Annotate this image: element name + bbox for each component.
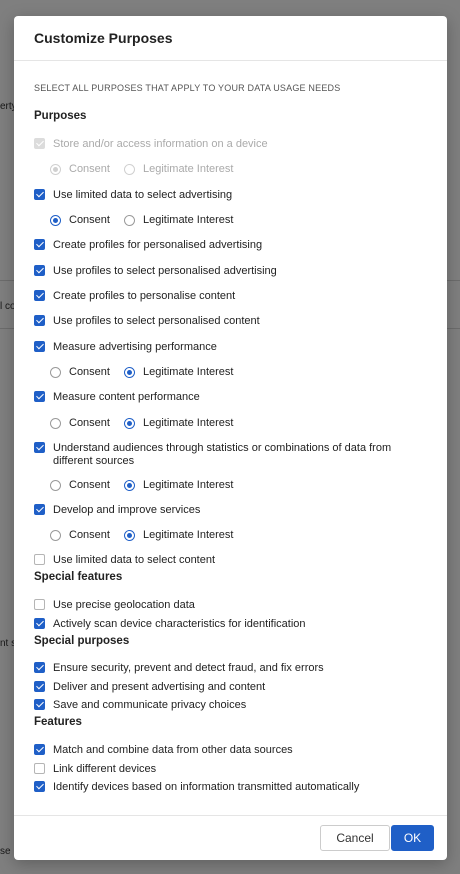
purpose-checkbox[interactable]	[34, 239, 45, 250]
legitimate-interest-option[interactable]	[124, 529, 234, 541]
purpose-checkbox[interactable]	[34, 189, 45, 200]
feature-row[interactable]	[34, 781, 418, 794]
legitimate-interest-label[interactable]: Legitimate Interest	[142, 366, 234, 378]
legal-basis-group	[50, 529, 247, 541]
consent-label[interactable]: Consent	[69, 479, 110, 491]
consent-option[interactable]	[50, 417, 110, 429]
purpose-label[interactable]: Use limited data to select content	[53, 554, 216, 566]
dialog-footer	[14, 815, 447, 860]
legal-basis-group	[50, 417, 247, 429]
legitimate-interest-option[interactable]	[124, 479, 234, 491]
legal-basis-group	[50, 214, 247, 226]
special-purpose-row[interactable]	[34, 699, 418, 712]
special-feature-row[interactable]	[34, 599, 418, 612]
feature-row[interactable]	[34, 744, 418, 757]
special-feature-checkbox[interactable]	[34, 599, 45, 610]
purpose-row[interactable]	[34, 341, 418, 354]
purpose-row[interactable]	[34, 290, 418, 303]
feature-checkbox[interactable]	[34, 781, 45, 792]
legitimate-interest-option[interactable]	[124, 417, 234, 429]
purpose-row[interactable]	[34, 554, 418, 567]
consent-radio[interactable]	[50, 215, 61, 226]
legitimate-interest-radio[interactable]	[124, 215, 135, 226]
purpose-checkbox[interactable]	[34, 391, 45, 402]
special-purpose-checkbox[interactable]	[34, 699, 45, 710]
purpose-row[interactable]	[34, 239, 418, 252]
purpose-checkbox[interactable]	[34, 504, 45, 515]
section-title-purposes: Purposes	[34, 110, 87, 122]
consent-label[interactable]: Consent	[69, 529, 110, 541]
consent-option[interactable]	[50, 479, 110, 491]
section-title-features: Features	[34, 716, 82, 728]
consent-label: Consent	[69, 163, 110, 175]
cancel-button[interactable]: Cancel	[320, 825, 390, 851]
special-feature-checkbox[interactable]	[34, 618, 45, 629]
legitimate-interest-label[interactable]: Legitimate Interest	[142, 529, 234, 541]
special-purpose-checkbox[interactable]	[34, 662, 45, 673]
consent-radio[interactable]	[50, 418, 61, 429]
special-purpose-label[interactable]: Deliver and present advertising and content	[53, 681, 266, 693]
special-feature-label[interactable]: Use precise geolocation data	[53, 599, 195, 611]
dialog-body[interactable]	[14, 61, 447, 816]
purpose-label[interactable]: Use limited data to select advertising	[53, 189, 233, 201]
section-title-special-features: Special features	[34, 571, 123, 583]
legal-basis-group	[50, 479, 247, 491]
consent-option	[50, 163, 110, 175]
legitimate-interest-label[interactable]: Legitimate Interest	[142, 479, 234, 491]
legitimate-interest-option[interactable]	[124, 214, 234, 226]
legitimate-interest-radio[interactable]	[124, 530, 135, 541]
feature-label[interactable]: Identify devices based on information transmitted automatically	[53, 781, 360, 793]
purpose-row[interactable]	[34, 391, 418, 404]
consent-radio	[50, 164, 61, 175]
purpose-row[interactable]	[34, 189, 418, 202]
special-feature-label[interactable]: Actively scan device characteristics for identification	[53, 618, 306, 630]
purpose-row[interactable]	[34, 442, 418, 468]
feature-label[interactable]: Link different devices	[53, 763, 157, 775]
purpose-checkbox[interactable]	[34, 265, 45, 276]
purpose-label[interactable]: Create profiles for personalised advertising	[53, 239, 263, 251]
consent-option[interactable]	[50, 529, 110, 541]
consent-option[interactable]	[50, 366, 110, 378]
special-purpose-label[interactable]: Save and communicate privacy choices	[53, 699, 247, 711]
special-feature-row[interactable]	[34, 618, 418, 631]
legal-basis-group	[50, 163, 247, 175]
purpose-label[interactable]: Create profiles to personalise content	[53, 290, 236, 302]
purpose-row[interactable]	[34, 265, 418, 278]
legal-basis-group	[50, 366, 247, 378]
purpose-label[interactable]: Measure advertising performance	[53, 341, 217, 353]
purpose-label[interactable]: Develop and improve services	[53, 504, 201, 516]
legitimate-interest-radio[interactable]	[124, 367, 135, 378]
purpose-checkbox[interactable]	[34, 290, 45, 301]
special-purpose-row[interactable]	[34, 662, 418, 675]
legitimate-interest-radio[interactable]	[124, 480, 135, 491]
feature-checkbox[interactable]	[34, 744, 45, 755]
consent-label[interactable]: Consent	[69, 366, 110, 378]
customize-purposes-dialog	[14, 16, 447, 860]
legitimate-interest-option	[124, 163, 234, 175]
section-title-special-purposes: Special purposes	[34, 635, 130, 647]
purpose-row	[34, 138, 418, 151]
feature-row[interactable]	[34, 763, 418, 776]
special-purpose-row[interactable]	[34, 681, 418, 694]
purpose-label[interactable]: Use profiles to select personalised advertising	[53, 265, 277, 277]
special-purpose-label[interactable]: Ensure security, prevent and detect fraud, and fix errors	[53, 662, 324, 674]
legitimate-interest-radio[interactable]	[124, 418, 135, 429]
purpose-label[interactable]: Measure content performance	[53, 391, 200, 403]
legitimate-interest-radio	[124, 164, 135, 175]
purpose-label: Store and/or access information on a device	[53, 138, 268, 150]
purpose-checkbox[interactable]	[34, 442, 45, 453]
legitimate-interest-label[interactable]: Legitimate Interest	[142, 214, 234, 226]
purpose-checkbox[interactable]	[34, 315, 45, 326]
purpose-row[interactable]	[34, 504, 418, 517]
purpose-checkbox	[34, 138, 45, 149]
feature-checkbox[interactable]	[34, 763, 45, 774]
special-purpose-checkbox[interactable]	[34, 681, 45, 692]
consent-radio[interactable]	[50, 480, 61, 491]
consent-option[interactable]	[50, 214, 110, 226]
legitimate-interest-option[interactable]	[124, 366, 234, 378]
feature-label[interactable]: Match and combine data from other data sources	[53, 744, 293, 756]
consent-label[interactable]: Consent	[69, 214, 110, 226]
legitimate-interest-label[interactable]: Legitimate Interest	[142, 417, 234, 429]
consent-label[interactable]: Consent	[69, 417, 110, 429]
purpose-label[interactable]: Understand audiences through statistics or combinations of data from different sources	[53, 442, 392, 467]
purpose-row[interactable]	[34, 315, 418, 328]
ok-button[interactable]: OK	[391, 825, 434, 851]
purpose-label[interactable]: Use profiles to select personalised content	[53, 315, 260, 327]
purpose-checkbox[interactable]	[34, 554, 45, 565]
instruction-text: SELECT ALL PURPOSES THAT APPLY TO YOUR DATA USAGE NEEDS	[34, 83, 341, 93]
legitimate-interest-label: Legitimate Interest	[142, 163, 234, 175]
consent-radio[interactable]	[50, 367, 61, 378]
consent-radio[interactable]	[50, 530, 61, 541]
dialog-title: Customize Purposes	[14, 16, 447, 61]
purpose-checkbox[interactable]	[34, 341, 45, 352]
